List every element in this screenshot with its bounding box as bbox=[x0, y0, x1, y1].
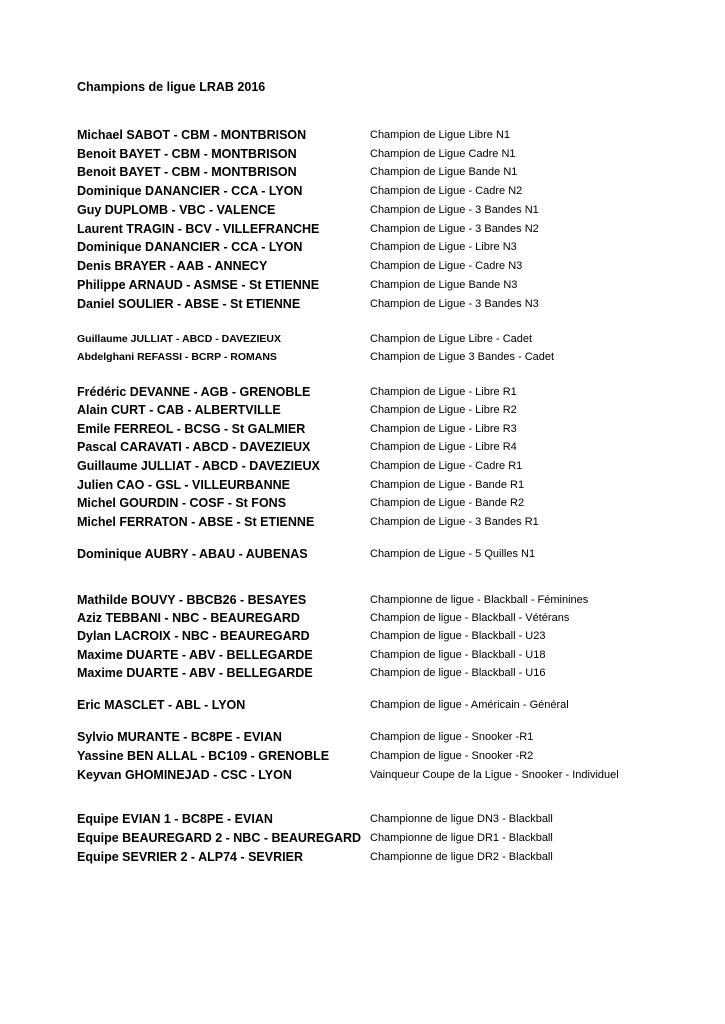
champion-name: Pascal CARAVATI - ABCD - DAVEZIEUX bbox=[77, 440, 311, 454]
champion-title: Champion de Ligue Bande N3 bbox=[370, 279, 518, 291]
champion-title: Champion de Ligue - Libre N3 bbox=[370, 241, 517, 253]
champion-title: Champion de Ligue - Libre R2 bbox=[370, 404, 517, 416]
champion-title: Champion de Ligue 3 Bandes - Cadet bbox=[370, 351, 555, 363]
champion-title: Champion de Ligue Libre N1 bbox=[370, 129, 511, 141]
champion-name: Maxime DUARTE - ABV - BELLEGARDE bbox=[77, 666, 313, 680]
champion-name: Guillaume JULLIAT - ABCD - DAVEZIEUX bbox=[77, 459, 320, 473]
champion-title: Champion de ligue - Blackball - U23 bbox=[370, 630, 546, 642]
champion-row bbox=[0, 259, 725, 277]
champion-name: Dominique DANANCIER - CCA - LYON bbox=[77, 184, 303, 198]
champion-row bbox=[0, 350, 725, 368]
champion-name: Dominique AUBRY - ABAU - AUBENAS bbox=[77, 547, 308, 561]
champion-row bbox=[0, 440, 725, 458]
champion-name: Mathilde BOUVY - BBCB26 - BESAYES bbox=[77, 593, 307, 607]
champion-row bbox=[0, 422, 725, 440]
champion-name: Yassine BEN ALLAL - BC109 - GRENOBLE bbox=[77, 749, 330, 763]
champion-title: Champion de Ligue - 3 Bandes N2 bbox=[370, 223, 539, 235]
champion-row bbox=[0, 768, 725, 786]
champion-row bbox=[0, 730, 725, 748]
champion-title: Champion de Ligue - Bande R1 bbox=[370, 479, 525, 491]
champion-row bbox=[0, 478, 725, 496]
champion-row bbox=[0, 278, 725, 296]
champion-name: Guillaume JULLIAT - ABCD - DAVEZIEUX bbox=[77, 333, 281, 345]
champion-name: Julien CAO - GSL - VILLEURBANNE bbox=[77, 478, 290, 492]
champion-title: Champion de Ligue - Cadre R1 bbox=[370, 460, 523, 472]
champion-row bbox=[0, 297, 725, 315]
champion-row bbox=[0, 611, 725, 629]
champion-title: Champion de Ligue - Cadre N3 bbox=[370, 260, 523, 272]
champion-title: Champion de Ligue - Libre R1 bbox=[370, 386, 517, 398]
champion-name: Philippe ARNAUD - ASMSE - St ETIENNE bbox=[77, 278, 320, 292]
champion-row bbox=[0, 515, 725, 533]
champion-row bbox=[0, 629, 725, 647]
champion-name: Benoit BAYET - CBM - MONTBRISON bbox=[77, 165, 297, 179]
champion-row bbox=[0, 648, 725, 666]
champion-row bbox=[0, 593, 725, 611]
champion-name: Daniel SOULIER - ABSE - St ETIENNE bbox=[77, 297, 301, 311]
champion-name: Equipe BEAUREGARD 2 - NBC - BEAUREGARD bbox=[77, 831, 362, 845]
champion-row bbox=[0, 165, 725, 183]
champion-name: Alain CURT - CAB - ALBERTVILLE bbox=[77, 403, 281, 417]
champion-title: Champion de ligue - Américain - Général bbox=[370, 699, 569, 711]
champion-title: Champion de Ligue - Libre R3 bbox=[370, 423, 517, 435]
champion-title: Champion de Ligue - 3 Bandes R1 bbox=[370, 516, 539, 528]
champion-title: Champion de Ligue - Libre R4 bbox=[370, 441, 517, 453]
champion-title: Champion de Ligue - 3 Bandes N1 bbox=[370, 204, 539, 216]
champion-name: Laurent TRAGIN - BCV - VILLEFRANCHE bbox=[77, 222, 320, 236]
champion-title: Champion de ligue - Snooker -R1 bbox=[370, 731, 534, 743]
champion-name: Michel FERRATON - ABSE - St ETIENNE bbox=[77, 515, 315, 529]
champion-row bbox=[0, 459, 725, 477]
champion-name: Eric MASCLET - ABL - LYON bbox=[77, 698, 246, 712]
champion-name: Michel GOURDIN - COSF - St FONS bbox=[77, 496, 287, 510]
champion-row bbox=[0, 547, 725, 565]
champion-title: Champion de Ligue - Bande R2 bbox=[370, 497, 525, 509]
champion-row bbox=[0, 812, 725, 830]
champion-row bbox=[0, 698, 725, 716]
champion-row bbox=[0, 850, 725, 868]
champion-name: Equipe EVIAN 1 - BC8PE - EVIAN bbox=[77, 812, 273, 826]
document-title: Champions de ligue LRAB 2016 bbox=[77, 80, 266, 94]
champion-title: Champion de Ligue - 3 Bandes N3 bbox=[370, 298, 539, 310]
champion-name: Dylan LACROIX - NBC - BEAUREGARD bbox=[77, 629, 310, 643]
champion-name: Equipe SEVRIER 2 - ALP74 - SEVRIER bbox=[77, 850, 303, 864]
champion-row bbox=[0, 496, 725, 514]
champion-row bbox=[0, 147, 725, 165]
champion-row bbox=[0, 222, 725, 240]
champion-title: Champion de ligue - Blackball - U18 bbox=[370, 649, 546, 661]
champion-title: Champion de Ligue - 5 Quilles N1 bbox=[370, 548, 536, 560]
champion-title: Championne de ligue DN3 - Blackball bbox=[370, 813, 553, 825]
champion-row bbox=[0, 184, 725, 202]
champion-name: Maxime DUARTE - ABV - BELLEGARDE bbox=[77, 648, 313, 662]
champion-title: Champion de Ligue Libre - Cadet bbox=[370, 333, 533, 345]
champion-row bbox=[0, 240, 725, 258]
champion-row bbox=[0, 666, 725, 684]
champion-title: Champion de Ligue Cadre N1 bbox=[370, 148, 516, 160]
champion-title: Champion de ligue - Snooker -R2 bbox=[370, 750, 534, 762]
champion-name: Michael SABOT - CBM - MONTBRISON bbox=[77, 128, 307, 142]
champion-name: Aziz TEBBANI - NBC - BEAUREGARD bbox=[77, 611, 300, 625]
champion-title: Championne de ligue DR2 - Blackball bbox=[370, 851, 553, 863]
champion-name: Guy DUPLOMB - VBC - VALENCE bbox=[77, 203, 276, 217]
champion-name: Benoit BAYET - CBM - MONTBRISON bbox=[77, 147, 297, 161]
champion-title: Champion de Ligue - Cadre N2 bbox=[370, 185, 523, 197]
champion-row bbox=[0, 403, 725, 421]
champion-title: Champion de ligue - Blackball - Vétérans bbox=[370, 612, 570, 624]
champion-title: Championne de ligue - Blackball - Féminines bbox=[370, 594, 589, 606]
champion-title: Championne de ligue DR1 - Blackball bbox=[370, 832, 553, 844]
champion-row bbox=[0, 831, 725, 849]
champion-name: Frédéric DEVANNE - AGB - GRENOBLE bbox=[77, 385, 311, 399]
champion-name: Denis BRAYER - AAB - ANNECY bbox=[77, 259, 268, 273]
champion-name: Emile FERREOL - BCSG - St GALMIER bbox=[77, 422, 306, 436]
champion-title: Vainqueur Coupe de la Ligue - Snooker - Individuel bbox=[370, 769, 619, 781]
champion-title: Champion de Ligue Bande N1 bbox=[370, 166, 518, 178]
champion-name: Keyvan GHOMINEJAD - CSC - LYON bbox=[77, 768, 292, 782]
champion-name: Dominique DANANCIER - CCA - LYON bbox=[77, 240, 303, 254]
champion-name: Sylvio MURANTE - BC8PE - EVIAN bbox=[77, 730, 282, 744]
champion-row bbox=[0, 128, 725, 146]
champion-row bbox=[0, 332, 725, 350]
champion-row bbox=[0, 385, 725, 403]
champion-name: Abdelghani REFASSI - BCRP - ROMANS bbox=[77, 351, 277, 363]
champion-row bbox=[0, 203, 725, 221]
champion-row bbox=[0, 749, 725, 767]
champion-title: Champion de ligue - Blackball - U16 bbox=[370, 667, 546, 679]
